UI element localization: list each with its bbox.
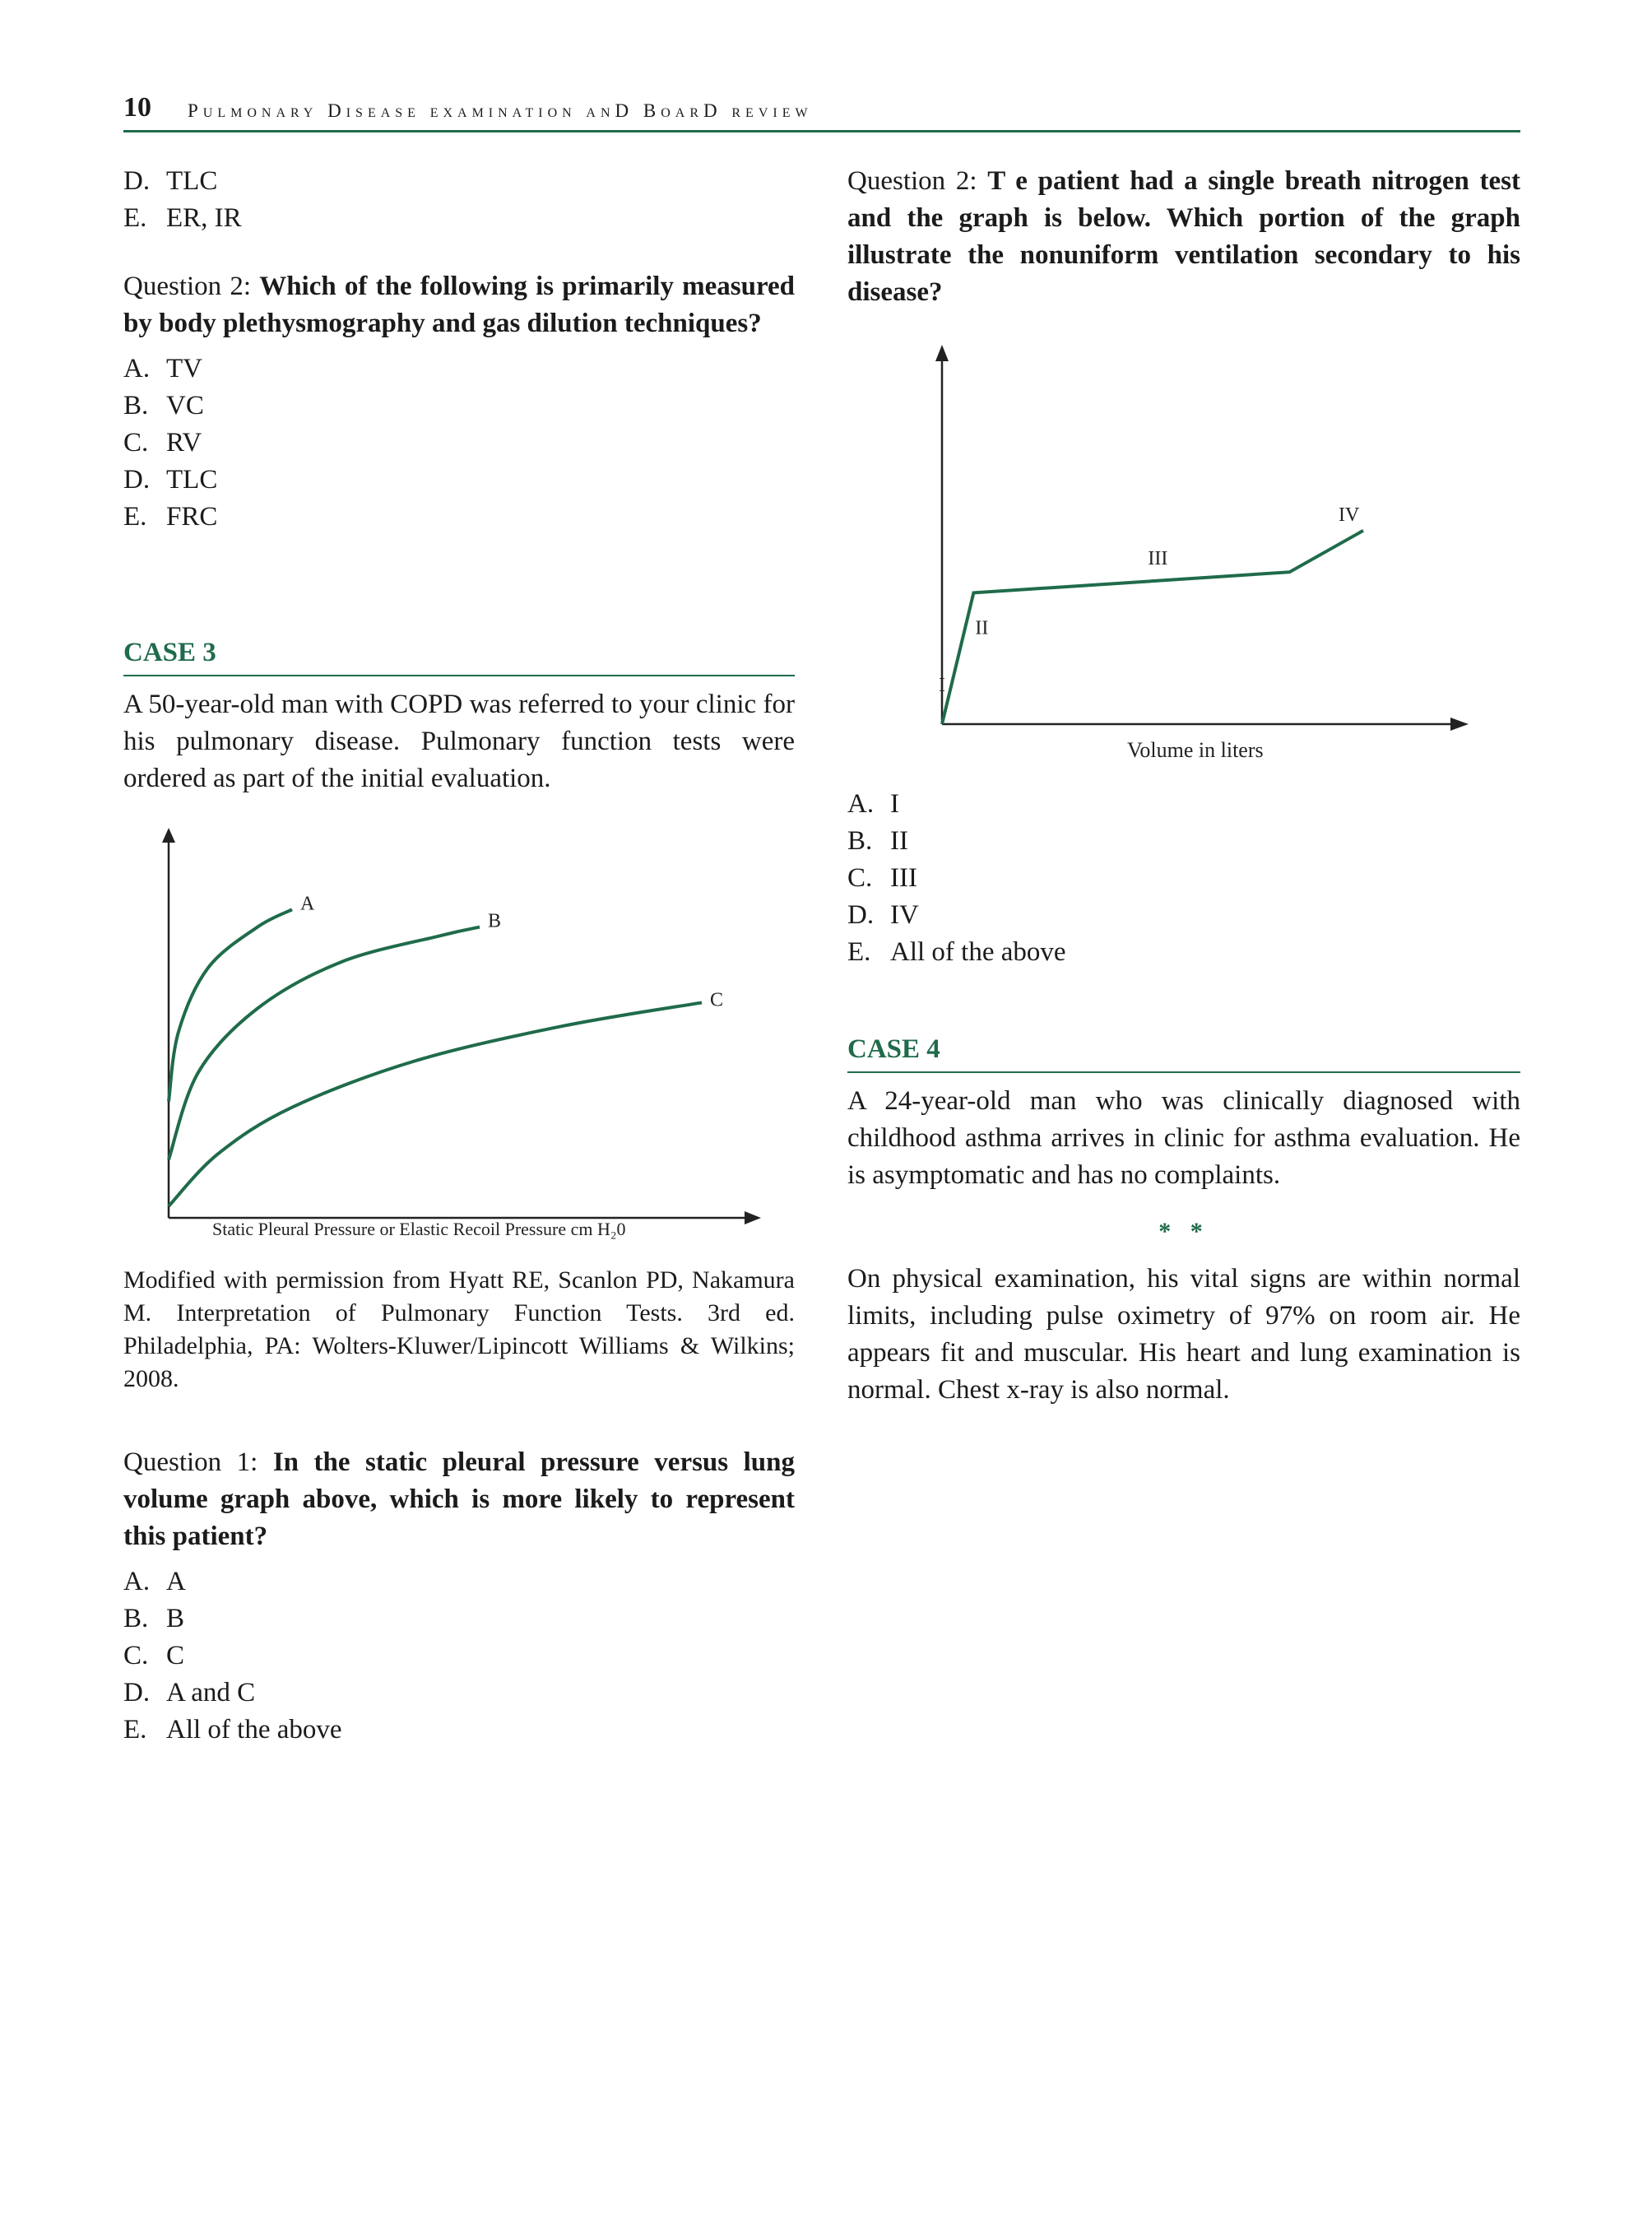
option: E. FRC bbox=[123, 502, 218, 532]
figure-credit: Modified with permission from Hyatt RE, Scanlon PD, Nakamura M. Interpretation of Pulmonary Function Tests. 3rd ed. Philadelphia, PA: Wolters-Kluwer/Lipincott Williams & Wilkins; 2008. bbox=[123, 1266, 795, 1392]
section-separator: * * bbox=[1158, 1218, 1209, 1245]
case-3-rule bbox=[123, 675, 795, 676]
exam-body bbox=[847, 1261, 1520, 1409]
phase-label-1: I bbox=[939, 675, 945, 697]
question-stem: Question 2: T e patient had a single breath nitrogen test and the graph is below. Which portion of the graph illustrate the nonuniform ventilation secondary to his disease? bbox=[847, 166, 1520, 307]
option: D. A and C bbox=[123, 1678, 256, 1707]
question-1 bbox=[123, 1444, 795, 1749]
x-axis-arrow bbox=[1450, 718, 1469, 731]
phase-label-2: II bbox=[975, 617, 989, 639]
case-3-text: A 50-year-old man with COPD was referred to your clinic for his pulmonary disease. Pulmonary function tests were ordered as part of the initial evaluation. bbox=[123, 690, 795, 793]
series-curve-b bbox=[169, 927, 480, 1160]
option: A. I bbox=[847, 789, 899, 819]
question-2-right-options bbox=[847, 786, 1520, 971]
option: E. All of the above bbox=[123, 1715, 342, 1744]
running-header bbox=[123, 92, 1520, 133]
x-axis-arrow bbox=[745, 1211, 761, 1224]
x-axis-label: Volume in liters bbox=[1127, 738, 1264, 762]
pressure-volume-chart bbox=[123, 823, 795, 1251]
figure-credit-block bbox=[123, 1264, 795, 1396]
case-4-text: A 24-year-old man who was clinically diagnosed with childhood asthma arrives in clinic for asthma evaluation. He is asymptomatic and has no complaints. bbox=[847, 1086, 1520, 1190]
chart-plot-area bbox=[162, 828, 761, 1224]
page-number: 10 bbox=[123, 92, 151, 123]
series-label-a: A bbox=[300, 893, 315, 915]
answer-options bbox=[123, 1563, 795, 1749]
question-stem: Question 1: In the static pleural pressure versus lung volume graph above, which is more likely to represent this patient? bbox=[123, 1447, 796, 1551]
option: A. A bbox=[123, 1567, 186, 1596]
case-4-heading-block bbox=[847, 1033, 1520, 1066]
option: E. ER, IR bbox=[123, 203, 242, 233]
series-label-b: B bbox=[488, 910, 502, 932]
y-axis-arrow bbox=[162, 828, 175, 843]
phase-label-4: IV bbox=[1339, 504, 1360, 526]
option: D. IV bbox=[847, 900, 919, 930]
question-2-left bbox=[123, 268, 795, 536]
series-curve-a bbox=[169, 909, 292, 1101]
question-2-right bbox=[847, 163, 1520, 311]
option: D. TLC bbox=[123, 166, 218, 196]
option: E. All of the above bbox=[847, 937, 1066, 967]
y-axis-arrow bbox=[935, 345, 949, 361]
option: A. TV bbox=[123, 354, 202, 383]
option: C. III bbox=[847, 863, 917, 893]
option: B. II bbox=[847, 826, 908, 856]
option: C. RV bbox=[123, 428, 202, 458]
case-4-heading: CASE 4 bbox=[847, 1034, 940, 1064]
answer-options bbox=[123, 351, 795, 536]
exam-text: On physical examination, his vital signs are within normal limits, including pulse oximetry of 97% on room air. He appears fit and muscular. His heart and lung examination is normal. Chest x-ray is also normal. bbox=[847, 1264, 1520, 1405]
option: D. TLC bbox=[123, 465, 218, 495]
header-rule bbox=[123, 130, 1520, 132]
case-4-rule bbox=[847, 1071, 1520, 1073]
case-3-heading-block bbox=[123, 636, 795, 669]
phase-label-3: III bbox=[1148, 547, 1168, 569]
option: B. B bbox=[123, 1604, 185, 1633]
case-3-heading: CASE 3 bbox=[123, 638, 216, 667]
series-label-c: C bbox=[710, 989, 724, 1011]
case-3-body bbox=[123, 686, 795, 797]
option: B. VC bbox=[123, 391, 204, 420]
running-title: Pulmonary Disease examination anD BoarD review bbox=[188, 100, 813, 121]
x-axis-label: Static Pleural Pressure or Elastic Recoil Pressure cm H₂0 bbox=[212, 1219, 626, 1239]
question-stem: Question 2: Which of the following is primarily measured by body plethysmography and gas dilution techniques? bbox=[123, 272, 796, 338]
case-4-body bbox=[847, 1083, 1520, 1194]
option: C. C bbox=[123, 1641, 185, 1670]
previous-options bbox=[123, 163, 795, 237]
series-curve-c bbox=[169, 1002, 702, 1206]
nitrogen-washout-chart bbox=[847, 333, 1520, 778]
chart-plot-area bbox=[935, 345, 1469, 731]
